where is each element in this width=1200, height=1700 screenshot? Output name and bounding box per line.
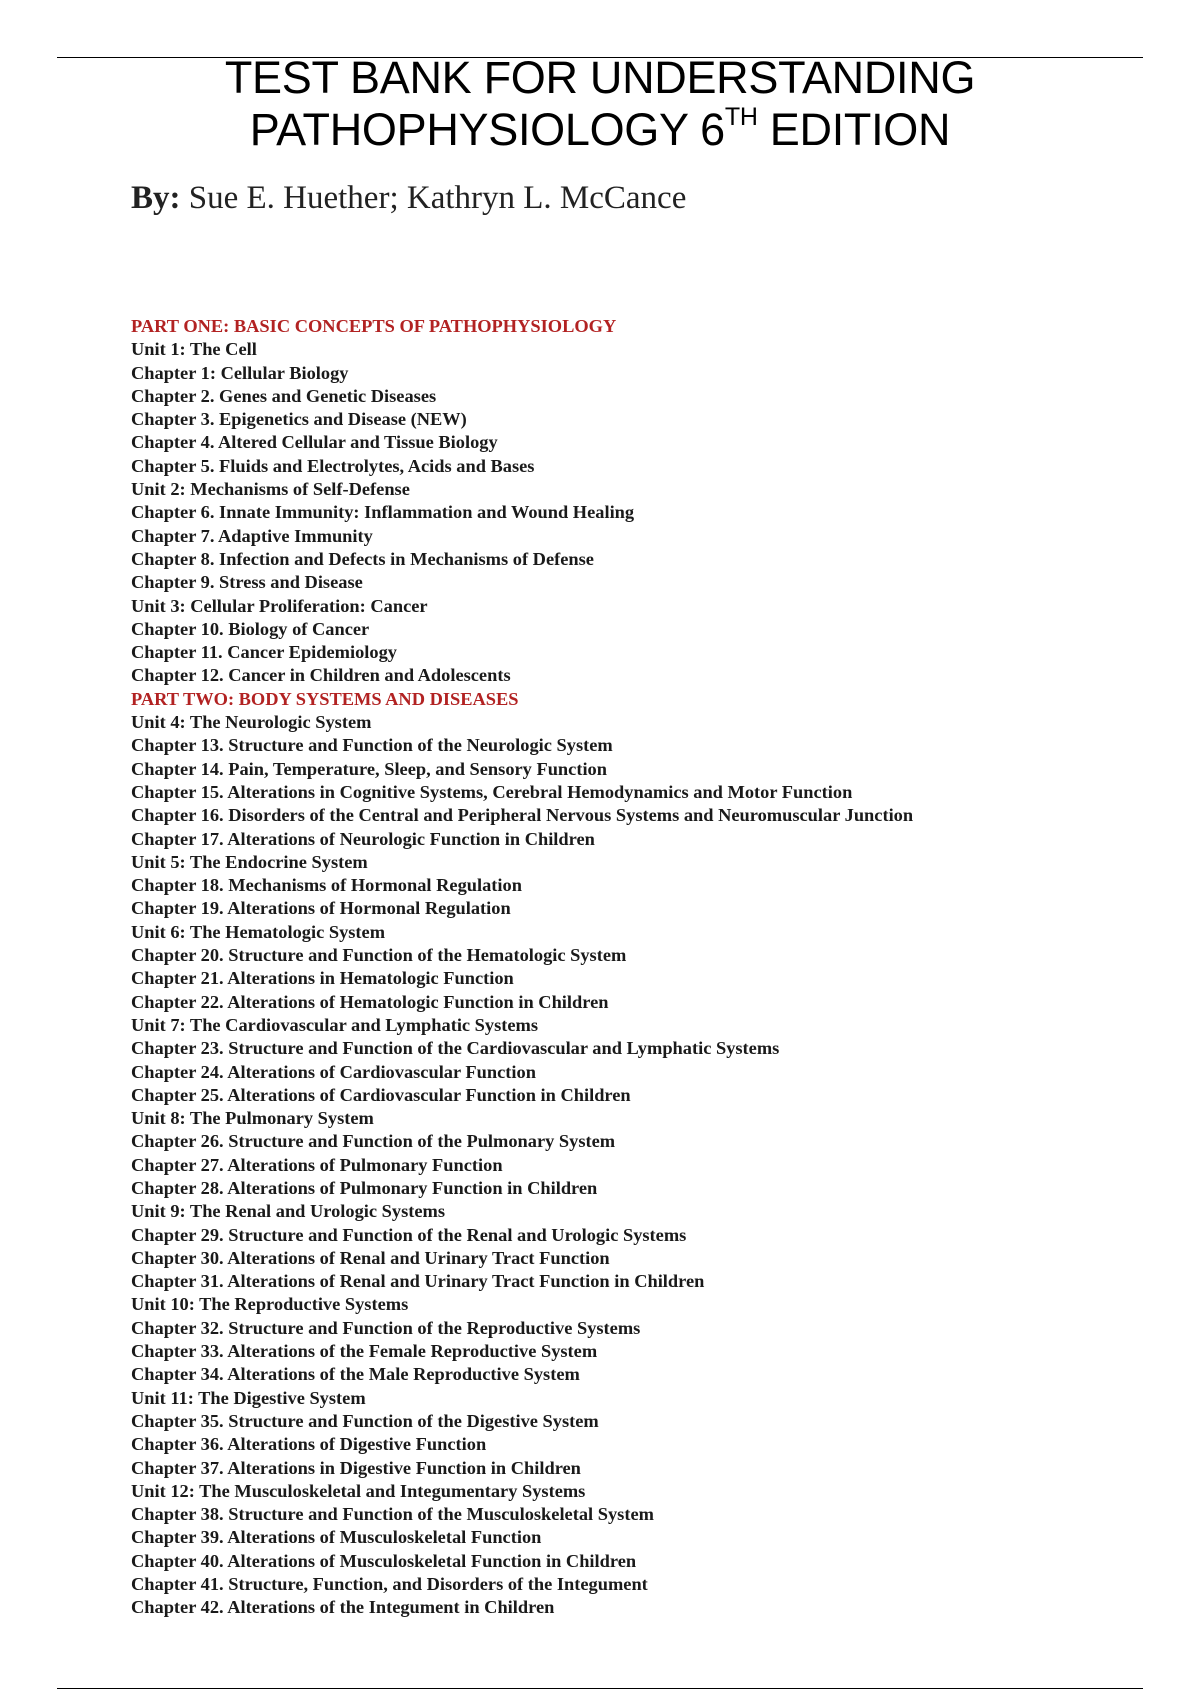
toc-chapter-entry: Chapter 35. Structure and Function of the Digestive System (131, 1410, 599, 1431)
toc-unit-entry: Unit 8: The Pulmonary System (131, 1108, 374, 1129)
title-line-2-prefix: PATHOPHYSIOLOGY 6 (249, 104, 725, 155)
toc-chapter-entry: Chapter 25. Alterations of Cardiovascular Function in Children (131, 1084, 631, 1105)
toc-chapter-entry: Chapter 5. Fluids and Electrolytes, Acids and Bases (131, 455, 535, 476)
title-ordinal-suffix: TH (724, 103, 758, 131)
toc-chapter-entry: Chapter 4. Altered Cellular and Tissue Biology (131, 432, 498, 453)
toc-chapter-entry: Chapter 17. Alterations of Neurologic Function in Children (131, 828, 595, 849)
toc-chapter-entry: Chapter 11. Cancer Epidemiology (131, 642, 397, 663)
title-line-1: TEST BANK FOR UNDERSTANDING (224, 52, 976, 103)
toc-chapter-entry: Chapter 28. Alterations of Pulmonary Function in Children (131, 1177, 598, 1198)
toc-chapter-entry: Chapter 19. Alterations of Hormonal Regulation (131, 898, 511, 919)
toc-chapter-entry: Chapter 38. Structure and Function of the Musculoskeletal System (131, 1504, 654, 1525)
toc-chapter-entry: Chapter 1: Cellular Biology (131, 362, 349, 383)
toc-part-entry: PART TWO: BODY SYSTEMS AND DISEASES (131, 688, 519, 709)
toc-chapter-entry: Chapter 8. Infection and Defects in Mechanisms of Defense (131, 548, 594, 569)
table-of-contents (131, 315, 1131, 1620)
toc-unit-entry: Unit 7: The Cardiovascular and Lymphatic Systems (131, 1014, 539, 1035)
toc-chapter-entry: Chapter 23. Structure and Function of the Cardiovascular and Lymphatic Systems (131, 1038, 780, 1059)
bottom-rule (57, 1688, 1143, 1689)
toc-chapter-entry: Chapter 41. Structure, Function, and Disorders of the Integument (131, 1574, 648, 1595)
toc-chapter-entry: Chapter 31. Alterations of Renal and Urinary Tract Function in Children (131, 1271, 705, 1292)
toc-chapter-entry: Chapter 22. Alterations of Hematologic Function in Children (131, 991, 609, 1012)
toc-chapter-entry: Chapter 42. Alterations of the Integument in Children (131, 1597, 555, 1618)
toc-chapter-entry: Chapter 16. Disorders of the Central and Peripheral Nervous Systems and Neuromuscular Junction (131, 805, 914, 826)
toc-chapter-entry: Chapter 12. Cancer in Children and Adolescents (131, 665, 511, 686)
toc-unit-entry: Unit 2: Mechanisms of Self-Defense (131, 479, 410, 500)
toc-chapter-entry: Chapter 24. Alterations of Cardiovascular Function (131, 1061, 536, 1082)
toc-chapter-entry: Chapter 9. Stress and Disease (131, 572, 363, 593)
toc-chapter-entry: Chapter 40. Alterations of Musculoskeletal Function in Children (131, 1550, 637, 1571)
toc-chapter-entry: Chapter 39. Alterations of Musculoskeletal Function (131, 1527, 542, 1548)
toc-unit-entry: Unit 6: The Hematologic System (131, 921, 386, 942)
byline-label: By: (131, 180, 181, 216)
toc-unit-entry: Unit 4: The Neurologic System (131, 712, 372, 733)
toc-chapter-entry: Chapter 36. Alterations of Digestive Function (131, 1434, 487, 1455)
toc-unit-entry: Unit 5: The Endocrine System (131, 851, 368, 872)
toc-chapter-entry: Chapter 21. Alterations in Hematologic Function (131, 968, 514, 989)
toc-unit-entry: Unit 12: The Musculoskeletal and Integumentary Systems (131, 1480, 586, 1501)
toc-chapter-entry: Chapter 27. Alterations of Pulmonary Function (131, 1154, 503, 1175)
title-line-2 (0, 104, 1200, 156)
byline (131, 178, 686, 218)
toc-unit-entry: Unit 10: The Reproductive Systems (131, 1294, 409, 1315)
toc-chapter-entry: Chapter 37. Alterations in Digestive Function in Children (131, 1457, 581, 1478)
document-title (0, 52, 1200, 156)
toc-part-entry: PART ONE: BASIC CONCEPTS OF PATHOPHYSIOLOGY (131, 316, 617, 336)
toc-chapter-entry: Chapter 29. Structure and Function of the Renal and Urologic Systems (131, 1224, 687, 1245)
toc-chapter-entry: Chapter 33. Alterations of the Female Reproductive System (131, 1341, 598, 1362)
toc-chapter-entry: Chapter 13. Structure and Function of the Neurologic System (131, 735, 613, 756)
toc-unit-entry: Unit 3: Cellular Proliferation: Cancer (131, 595, 428, 616)
toc-chapter-entry: Chapter 26. Structure and Function of the Pulmonary System (131, 1131, 616, 1152)
toc-chapter-entry: Chapter 6. Innate Immunity: Inflammation and Wound Healing (131, 502, 635, 523)
toc-chapter-entry: Chapter 30. Alterations of Renal and Urinary Tract Function (131, 1247, 610, 1268)
toc-chapter-entry: Chapter 2. Genes and Genetic Diseases (131, 385, 437, 406)
toc-chapter-entry: Chapter 32. Structure and Function of the Reproductive Systems (131, 1317, 641, 1338)
toc-chapter-entry: Chapter 3. Epigenetics and Disease (NEW) (131, 409, 467, 430)
toc-chapter-entry: Chapter 7. Adaptive Immunity (131, 525, 373, 546)
byline-authors: Sue E. Huether; Kathryn L. McCance (180, 180, 687, 216)
toc-chapter-entry: Chapter 10. Biology of Cancer (131, 618, 370, 639)
toc-chapter-entry: Chapter 15. Alterations in Cognitive Systems, Cerebral Hemodynamics and Motor Function (131, 781, 853, 802)
toc-unit-entry: Unit 1: The Cell (131, 339, 257, 360)
toc-chapter-entry: Chapter 14. Pain, Temperature, Sleep, and Sensory Function (131, 758, 607, 779)
title-line-2-suffix: EDITION (757, 104, 951, 155)
toc-chapter-entry: Chapter 18. Mechanisms of Hormonal Regulation (131, 875, 522, 896)
toc-unit-entry: Unit 9: The Renal and Urologic Systems (131, 1201, 446, 1222)
toc-unit-entry: Unit 11: The Digestive System (131, 1387, 366, 1408)
toc-chapter-entry: Chapter 34. Alterations of the Male Reproductive System (131, 1364, 580, 1385)
toc-chapter-entry: Chapter 20. Structure and Function of the Hematologic System (131, 945, 627, 966)
